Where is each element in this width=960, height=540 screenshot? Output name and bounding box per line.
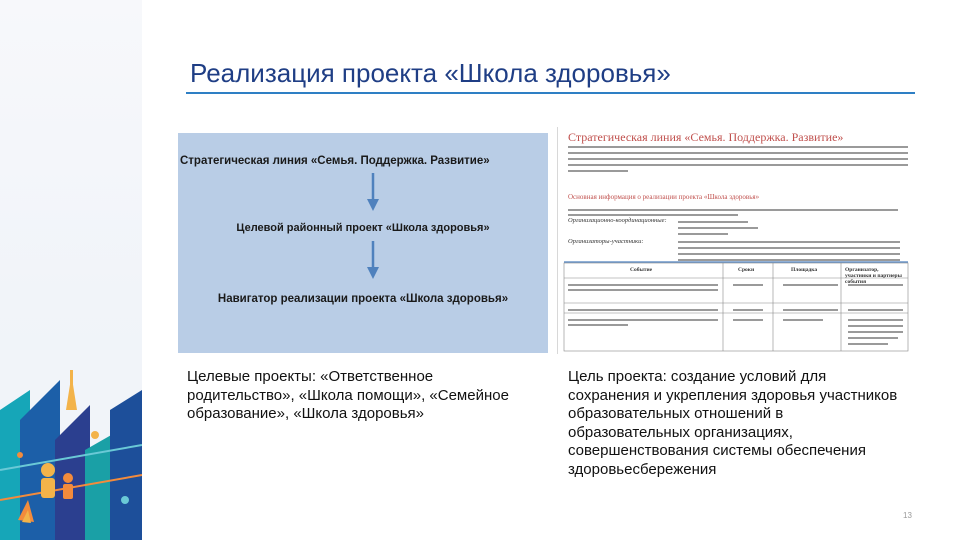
slide-title: Реализация проекта «Школа здоровья» bbox=[190, 58, 671, 88]
table-header-venue: Площадка bbox=[791, 267, 818, 273]
flow-step-strategic-line: Стратегическая линия «Семья. Поддержка. Развитие» bbox=[180, 155, 490, 167]
document-section-heading: Основная информация о реализации проекта «Школа здоровья» bbox=[568, 193, 760, 201]
document-title: Стратегическая линия «Семья. Поддержка. Развитие» bbox=[568, 130, 844, 144]
table-header-dates: Сроки bbox=[738, 267, 755, 273]
decorative-side-panel bbox=[0, 0, 142, 540]
city-illustration bbox=[0, 350, 142, 540]
flow-step-navigator: Навигатор реализации проекта «Школа здоровья» bbox=[217, 293, 509, 305]
project-goal-caption: Цель проекта: создание условий для сохранения и укрепления здоровья участников образовательных отношений в образовательных организациях, совершенствования системы обеспечения здоровьесбережения bbox=[568, 368, 898, 478]
flow-arrow-1-head bbox=[367, 199, 379, 211]
page-number: 13 bbox=[903, 511, 912, 520]
flow-step-district-project: Целевой районный проект «Школа здоровья» bbox=[236, 222, 490, 234]
table-header-event: Событие bbox=[630, 267, 653, 273]
document-label-executors: Организаторы-участники: bbox=[568, 238, 644, 245]
document-thumbnail bbox=[557, 127, 919, 354]
flow-arrow-2-head bbox=[367, 267, 379, 279]
title-divider bbox=[186, 92, 915, 94]
strategy-flow-diagram bbox=[178, 133, 548, 353]
table-header-organizer: Организатор, участники и партнеры события bbox=[845, 267, 902, 285]
target-projects-caption: Целевые проекты: «Ответственное родительство», «Школа помощи», «Семейное образование», «Школа здоровья» bbox=[187, 368, 509, 422]
document-label-participants: Организационно-координационные: bbox=[568, 217, 667, 224]
